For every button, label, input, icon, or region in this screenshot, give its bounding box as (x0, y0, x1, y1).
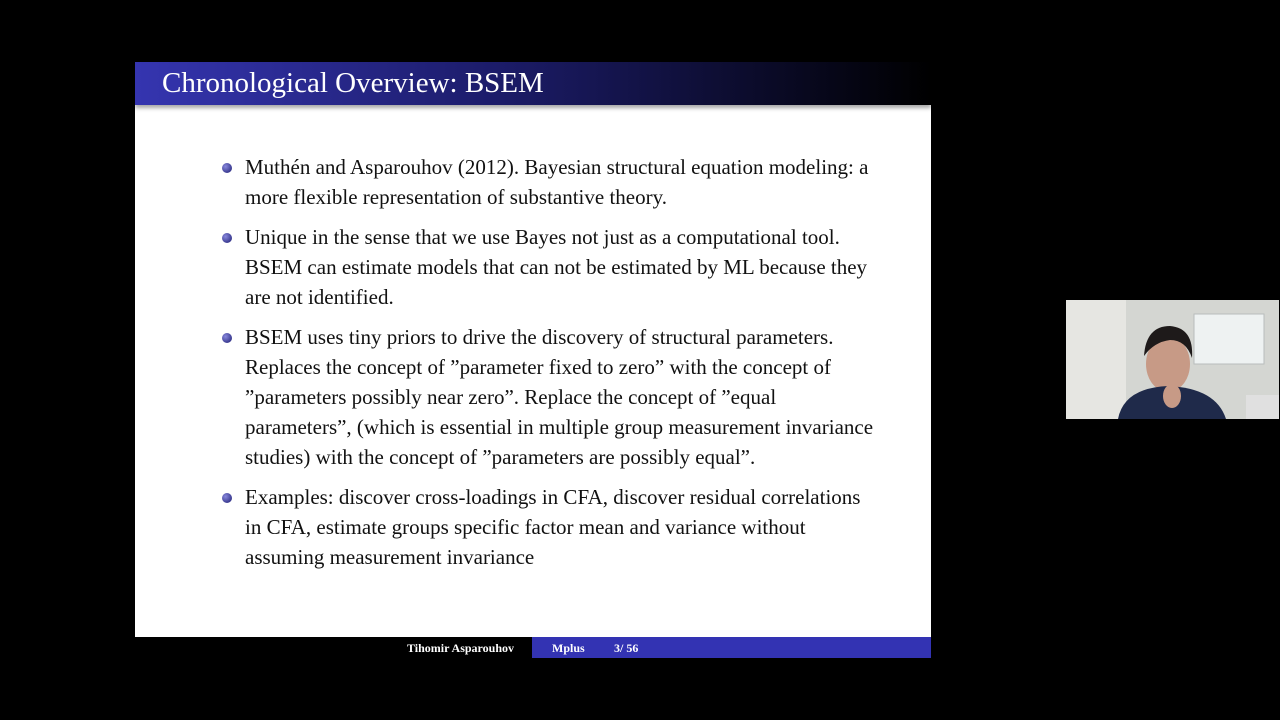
footer-right (532, 637, 931, 658)
page-number: 3/ 56 (614, 641, 639, 655)
webcam-video (1066, 300, 1279, 419)
bullet-text: BSEM uses tiny priors to drive the discovery of structural parameters. Replaces the concept of ”parameter fixed to zero” with the concept of ”parameters possibly near zero”. Replace the concept of ”equal parameters”, (which is essential in multiple group measurement invariance studies) with the concept of ”parameters are possibly equal”. (245, 325, 874, 469)
bullet-text: Examples: discover cross-loadings in CFA, discover residual correlations in CFA, estimate groups specific factor mean and variance without assuming measurement invariance (245, 485, 861, 569)
bullet-icon (222, 233, 232, 243)
bullet-text: Unique in the sense that we use Bayes not just as a computational tool. BSEM can estimate models that can not be estimated by ML because they are not identified. (245, 225, 868, 309)
list-item (222, 152, 882, 212)
bullet-icon (222, 163, 232, 173)
list-item (222, 322, 882, 472)
bullet-icon (222, 333, 232, 343)
bullet-list (222, 152, 882, 582)
list-item (222, 482, 882, 572)
bullet-icon (222, 493, 232, 503)
presentation-slide (135, 62, 931, 658)
slide-title: Chronological Overview: BSEM (162, 67, 544, 99)
list-item (222, 222, 882, 312)
slide-title-bar (135, 62, 931, 105)
footer-org: Mplus (552, 641, 585, 655)
bullet-text: Muthén and Asparouhov (2012). Bayesian structural equation modeling: a more flexible representation of substantive theory. (245, 155, 869, 209)
presenter-video-icon (1066, 300, 1279, 419)
footer-left (135, 637, 532, 658)
slide-footer (135, 637, 931, 658)
footer-author: Tihomir Asparouhov (406, 641, 514, 655)
